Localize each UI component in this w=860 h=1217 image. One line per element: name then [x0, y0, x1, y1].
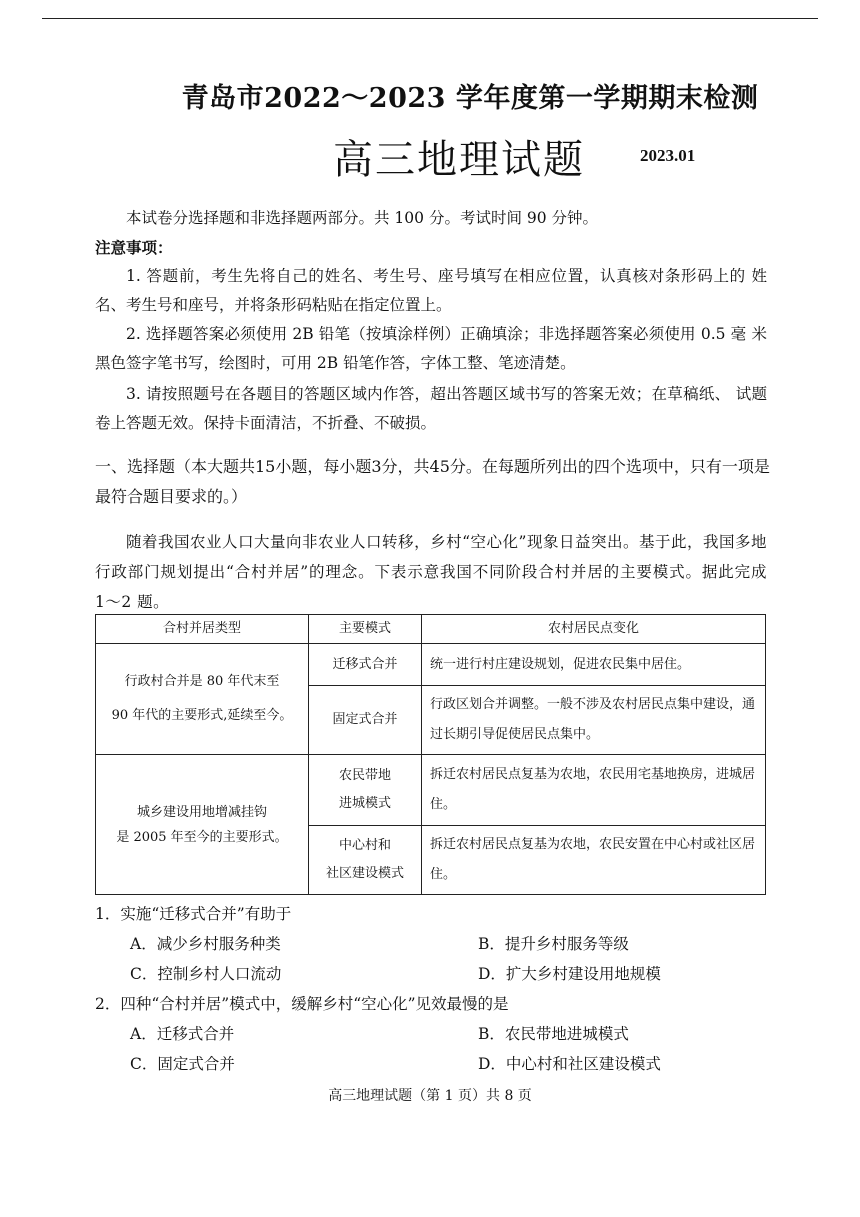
table-cell-change: 行政区划合并调整。一般不涉及农村居民点集中建设，通过长期引导促使居民点集中。	[422, 686, 766, 755]
table-header-row	[96, 615, 766, 644]
question-2-option-a: A．迁移式合并	[130, 1025, 235, 1043]
notice-item-3: 3. 请按照题号在各题目的答题区域内作答，超出答题区域书写的答案无效；在草稿纸、 试题卷上答题无效。保持卡面清洁，不折叠、不破损。	[95, 385, 767, 432]
question-1-option-c: C．控制乡村人口流动	[130, 965, 282, 983]
passage-text: 随着我国农业人口大量向非农业人口转移，乡村“空心化”现象日益突出。基于此，我国多地行政部门规划提出“合村并居”的理念。下表示意我国不同阶段合村并居的主要模式。据此完成 1～2 题。	[95, 533, 767, 611]
table-cell-mode	[309, 826, 422, 895]
question-1-option-a: A．减少乡村服务种类	[130, 935, 281, 953]
table-cell-mode: 迁移式合并	[309, 644, 422, 686]
exam-date: 2023.01	[640, 146, 696, 165]
mode-line: 进城模式	[338, 796, 391, 811]
type-line: 是 2005 年至今的主要形式。	[116, 829, 288, 845]
question-2-option-c: C．固定式合并	[130, 1055, 235, 1073]
table-header: 合村并居类型	[96, 615, 309, 644]
type-line: 90 年代的主要形式,延续至今。	[111, 708, 293, 723]
table-cell-mode: 固定式合并	[309, 686, 422, 755]
table-cell-type	[96, 644, 309, 755]
top-rule	[42, 18, 818, 19]
notice-item-2: 2. 选择题答案必须使用 2B 铅笔（按填涂样例）正确填涂；非选择题答案必须使用 0.5 毫 米黑色签字笔书写，绘图时，可用 2B 铅笔作答，字体工整、笔迹清楚。	[95, 325, 767, 372]
table-cell-change: 拆迁农村居民点复基为农地，农民安置在中心村或社区居住。	[422, 826, 766, 895]
section-heading: 一、选择题（本大题共15小题，每小题3分，共45分。在每题所列出的四个选项中，只有一项是最符合题目要求的。）	[95, 457, 770, 506]
question-1-stem: 1．实施“迁移式合并”有助于	[95, 905, 292, 923]
type-line: 城乡建设用地增减挂钩	[136, 804, 267, 820]
table-cell-mode	[309, 755, 422, 826]
question-2-option-d: D．中心村和社区建设模式	[478, 1055, 661, 1073]
question-1-option-d: D．扩大乡村建设用地规模	[478, 965, 661, 983]
table-row	[96, 644, 766, 686]
exam-subject-title: 高三地理试题	[333, 137, 585, 183]
mode-line: 中心村和	[338, 838, 391, 853]
intro-text: 本试卷分选择题和非选择题两部分。共 100 分。考试时间 90 分钟。	[126, 209, 599, 227]
mode-line: 农民带地	[338, 768, 391, 783]
table-cell-change: 拆迁农村居民点复基为农地，农民用宅基地换房，进城居住。	[422, 755, 766, 826]
type-line: 行政村合并是 80 年代末至	[124, 674, 280, 689]
question-2-option-b: B．农民带地进城模式	[478, 1025, 629, 1043]
table-header: 主要模式	[309, 615, 422, 644]
table-cell-change: 统一进行村庄建设规划，促进农民集中居住。	[422, 644, 766, 686]
mode-table	[95, 614, 766, 895]
question-2-stem: 2．四种“合村并居”模式中，缓解乡村“空心化”见效最慢的是	[95, 995, 509, 1013]
page-footer: 高三地理试题（第 1 页）共 8 页	[328, 1088, 532, 1104]
notice-heading: 注意事项：	[95, 238, 173, 257]
table-cell-type	[96, 755, 309, 895]
mode-line: 社区建设模式	[325, 866, 404, 881]
notice-item-1: 1. 答题前，考生先将自己的姓名、考生号、座号填写在相应位置，认真核对条形码上的 姓名、考生号和座号，并将条形码粘贴在指定位置上。	[95, 267, 767, 314]
question-1-option-b: B．提升乡村服务等级	[478, 935, 629, 953]
exam-title: 青岛市2022～2023 学年度第一学期期末检测	[181, 83, 759, 114]
table-header: 农村居民点变化	[422, 615, 766, 644]
table-row	[96, 755, 766, 826]
